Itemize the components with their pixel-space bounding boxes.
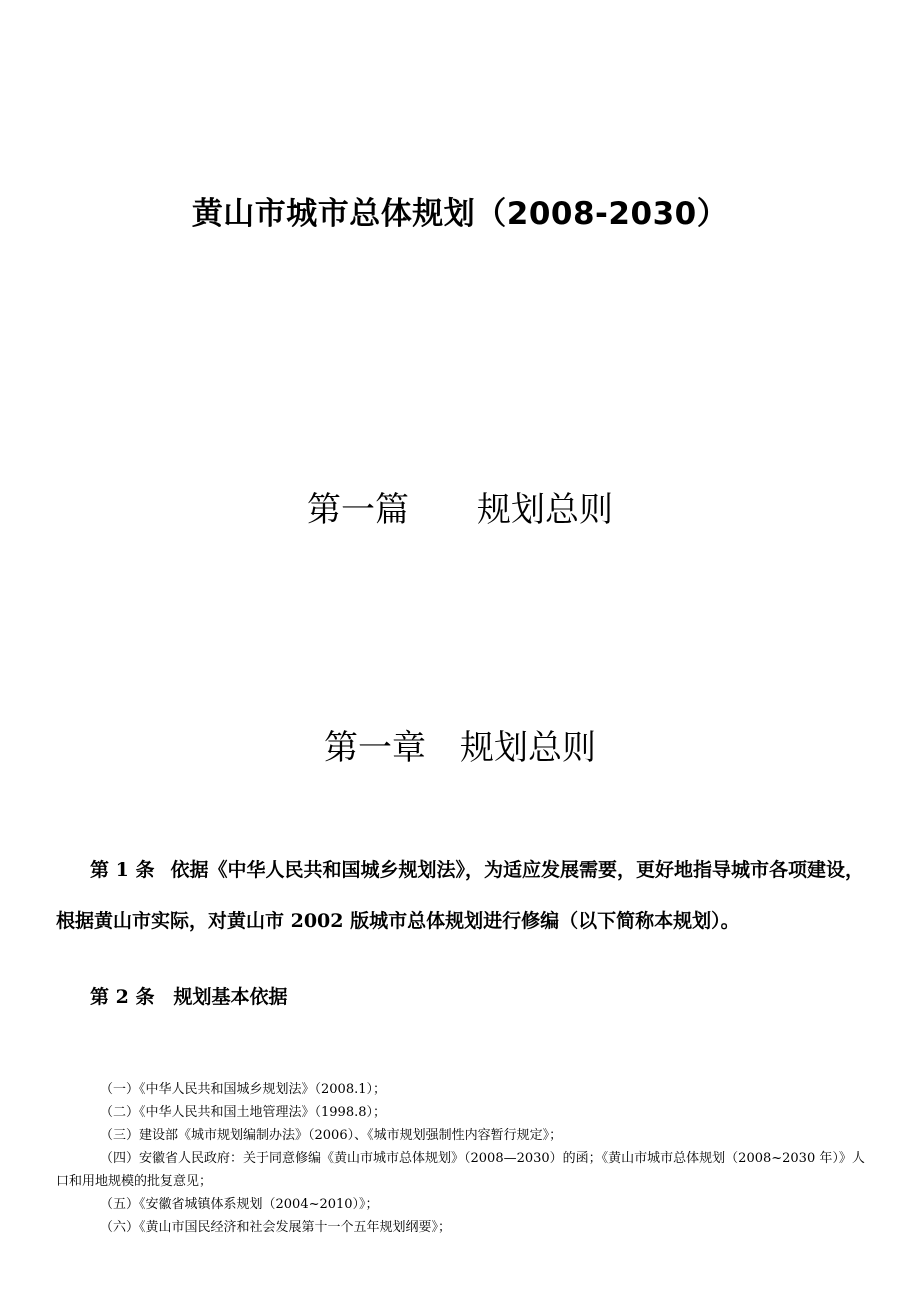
basis-item: （一）《中华人民共和国城乡规划法》（2008.1）； — [100, 1082, 386, 1097]
basis-item: （五）《安徽省城镇体系规划（2004~2010）》； — [100, 1197, 379, 1212]
basis-item: （四）安徽省人民政府：关于同意修编《黄山市城市总体规划》（2008—2030）的函；《黄山市城市总体规划（2008~2030 年）》人口和用地规模的批复意见； — [56, 1151, 865, 1189]
article-1-paragraph — [56, 845, 866, 947]
basis-list — [56, 1078, 868, 1239]
article-2-heading: 第 2 条 规划基本依据 — [90, 986, 288, 1008]
basis-item: （二）《中华人民共和国土地管理法》（1998.8）； — [100, 1105, 386, 1120]
basis-item: （三）建设部《城市规划编制办法》（2006）、《城市规划强制性内容暂行规定》； — [100, 1128, 563, 1143]
part-title: 第一篇 规划总则 — [307, 490, 613, 530]
document-title: 黄山市城市总体规划（2008-2030） — [191, 196, 729, 232]
chapter-title: 第一章 规划总则 — [324, 728, 596, 768]
article-1-text: 依据《中华人民共和国城乡规划法》，为适应发展需要，更好地指导城市各项建设，根据黄山市实际，对黄山市 2002 版城市总体规划进行修编（以下简称本规划）。 — [56, 859, 864, 932]
basis-item: （六）《黄山市国民经济和社会发展第十一个五年规划纲要》； — [100, 1220, 452, 1235]
article-1-number: 第 1 条 — [90, 859, 155, 881]
